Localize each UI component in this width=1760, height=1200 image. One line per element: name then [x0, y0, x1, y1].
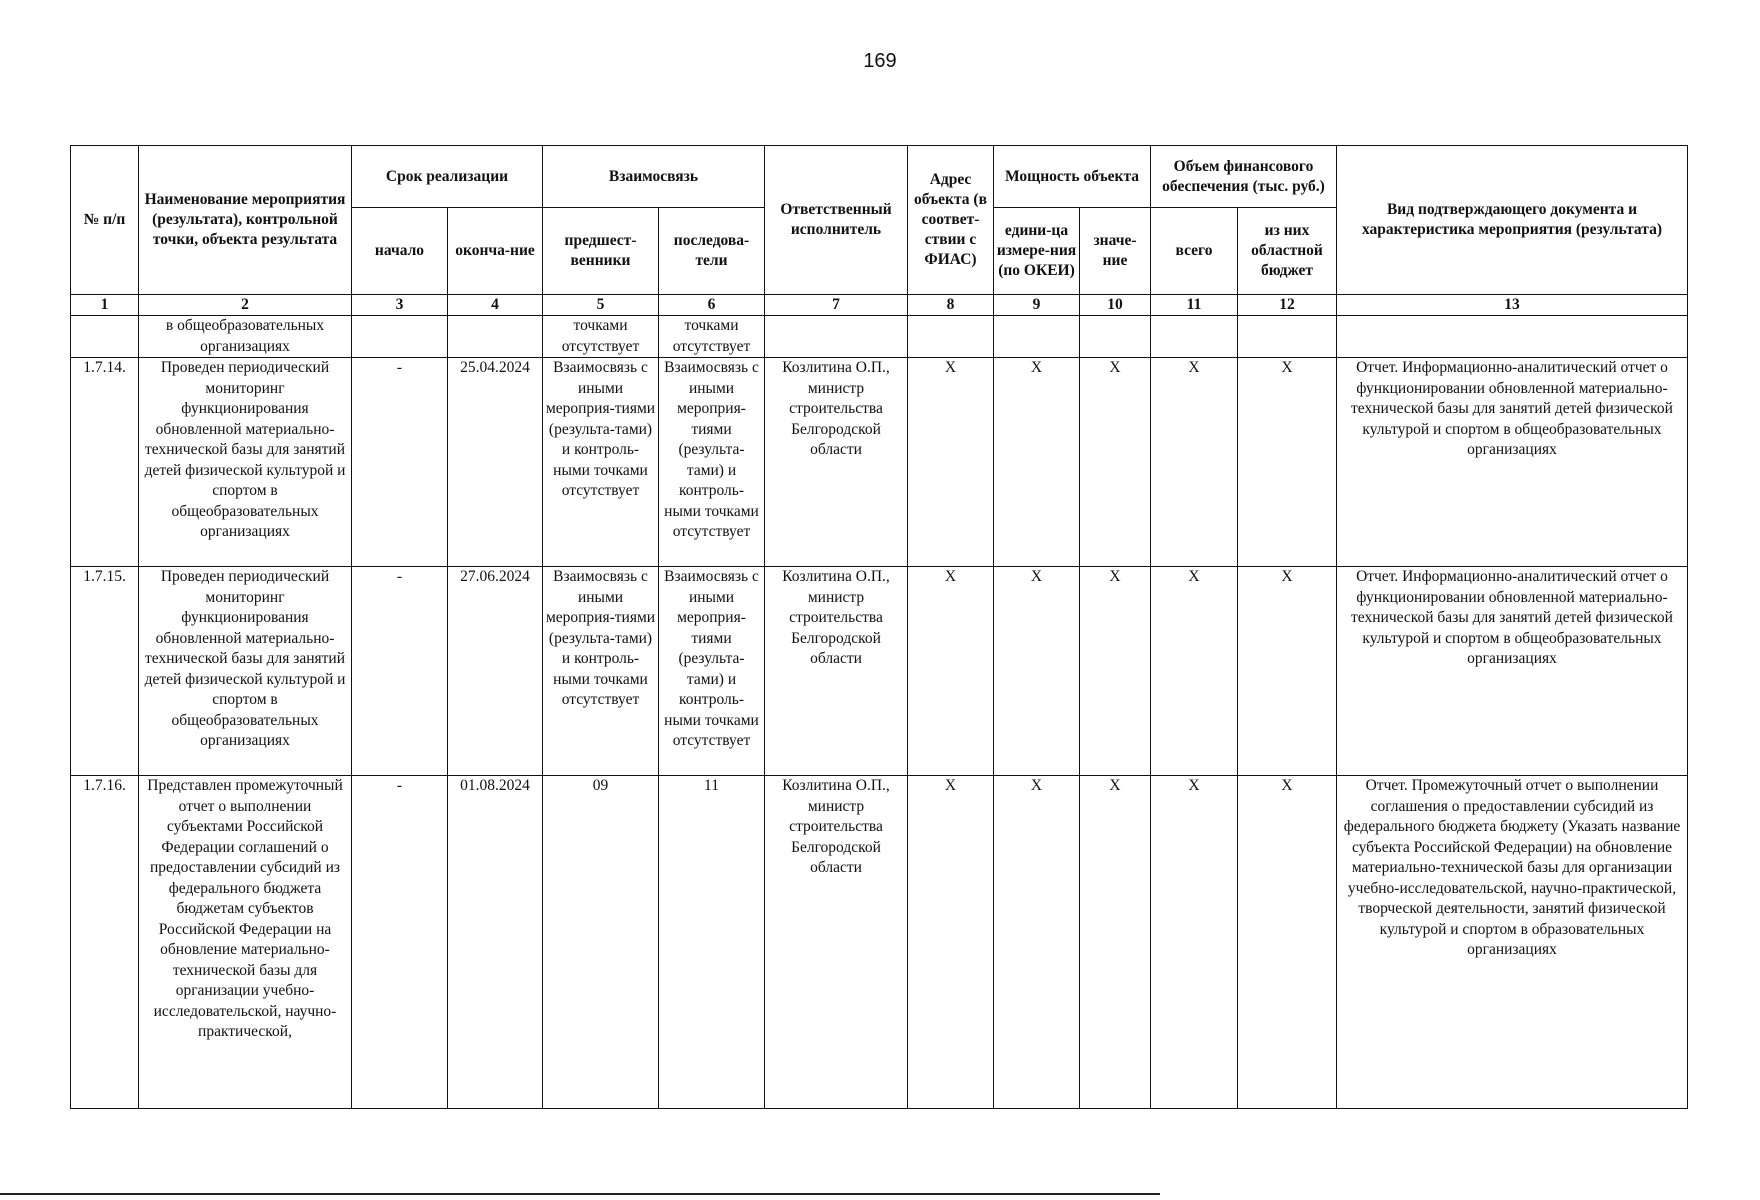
- cell-value: Х: [1080, 776, 1151, 1109]
- cell-num: 1.7.16.: [71, 776, 139, 1109]
- header-num: № п/п: [71, 146, 139, 295]
- header-document: Вид подтверждающего документа и характеристика мероприятия (результата): [1337, 146, 1688, 295]
- table-header: [71, 146, 1688, 295]
- cell-total: Х: [1151, 776, 1238, 1109]
- header-name: Наименование мероприятия (результата), контрольной точки, объекта результата: [139, 146, 352, 295]
- cell-total: Х: [1151, 567, 1238, 776]
- column-number: 1: [71, 295, 139, 316]
- cell-predecessors: Взаимосвязь с иными мероприя-тиями (результа-тами) и контроль-ными точками отсутствует: [543, 358, 659, 567]
- cell-name: Представлен промежуточный отчет о выполнении субъектами Российской Федерации соглашений о предоставлении субсидий из федерального бюджета бюджетам субъектов Российской Федерации на обновление материально- технической базы для организации учебно-исследовательской, научно- практической,: [139, 776, 352, 1109]
- cell-successors: Взаимосвязь с иными мероприя-тиями (результа-тами) и контроль-ными точками отсутствует: [659, 567, 765, 776]
- cell-predecessors: Взаимосвязь с иными мероприя-тиями (результа-тами) и контроль-ными точками отсутствует: [543, 567, 659, 776]
- header-term-group: Срок реализации: [352, 146, 543, 208]
- header-end: оконча-ние: [448, 208, 543, 295]
- header-value: значе-ние: [1080, 208, 1151, 295]
- cell-start: -: [352, 358, 448, 567]
- cell-end: 25.04.2024: [448, 358, 543, 567]
- column-number: 13: [1337, 295, 1688, 316]
- cell-regional: Х: [1238, 567, 1337, 776]
- cell-total: Х: [1151, 358, 1238, 567]
- cell-responsible: Козлитина О.П., министр строительства Белгородской области: [765, 358, 908, 567]
- cell-start: -: [352, 567, 448, 776]
- cell-name: в общеобразовательных организациях: [139, 316, 352, 358]
- cell-end: 01.08.2024: [448, 776, 543, 1109]
- cell-unit: Х: [994, 776, 1080, 1109]
- table-row: [71, 567, 1688, 776]
- cell-end: 27.06.2024: [448, 567, 543, 776]
- column-number: 9: [994, 295, 1080, 316]
- cell-value: Х: [1080, 358, 1151, 567]
- cell-predecessors: 09: [543, 776, 659, 1109]
- continuation-row: [71, 316, 1688, 358]
- header-link-group: Взаимосвязь: [543, 146, 765, 208]
- column-number: 11: [1151, 295, 1238, 316]
- column-number: 7: [765, 295, 908, 316]
- column-number: 6: [659, 295, 765, 316]
- cell-regional: Х: [1238, 358, 1337, 567]
- column-number: 10: [1080, 295, 1151, 316]
- cell-regional: Х: [1238, 776, 1337, 1109]
- column-number: 8: [908, 295, 994, 316]
- cell-address: Х: [908, 776, 994, 1109]
- cell-num: 1.7.15.: [71, 567, 139, 776]
- cell-unit: Х: [994, 567, 1080, 776]
- cell-value: Х: [1080, 567, 1151, 776]
- cell-successors: Взаимосвязь с иными мероприя-тиями (результа-тами) и контроль-ными точками отсутствует: [659, 358, 765, 567]
- page-number: 169: [863, 50, 897, 72]
- column-numbers-row: [71, 295, 1688, 316]
- header-finance-group: Объем финансового обеспечения (тыс. руб.): [1151, 146, 1337, 208]
- cell-name: Проведен периодический мониторинг функционирования обновленной материально-технической базы для занятий детей физической культурой и спортом в общеобразовательных организациях: [139, 567, 352, 776]
- cell-document: Отчет. Информационно-аналитический отчет о функционировании обновленной материально-технической базы для занятий детей физической культурой и спортом в общеобразовательных организациях: [1337, 567, 1688, 776]
- column-number: 12: [1238, 295, 1337, 316]
- cell-predecessors: точками отсутствует: [543, 316, 659, 358]
- cell-responsible: Козлитина О.П., министр строительства Белгородской области: [765, 567, 908, 776]
- cell-document: Отчет. Промежуточный отчет о выполнении соглашения о предоставлении субсидий из федерального бюджета бюджету (Указать название субъекта Российской Федерации) на обновление материально-технической базы для организации учебно-исследовательской, научно-практической, творческой деятельности, занятий физической культурой и спортом в образовательных организациях: [1337, 776, 1688, 1109]
- column-number: 3: [352, 295, 448, 316]
- header-start: начало: [352, 208, 448, 295]
- column-number: 5: [543, 295, 659, 316]
- page-bottom-rule: [0, 1193, 1160, 1195]
- header-total: всего: [1151, 208, 1238, 295]
- cell-successors: точками отсутствует: [659, 316, 765, 358]
- header-regional: из них областной бюджет: [1238, 208, 1337, 295]
- cell-name: Проведен периодический мониторинг функционирования обновленной материально-технической базы для занятий детей физической культурой и спортом в общеобразовательных организациях: [139, 358, 352, 567]
- cell-num: 1.7.14.: [71, 358, 139, 567]
- header-responsible: Ответственный исполнитель: [765, 146, 908, 295]
- cell-start: -: [352, 776, 448, 1109]
- column-number: 4: [448, 295, 543, 316]
- activities-table: [70, 145, 1688, 1109]
- header-successors: последова-тели: [659, 208, 765, 295]
- table-row: [71, 358, 1688, 567]
- table-row: [71, 776, 1688, 1109]
- cell-successors: 11: [659, 776, 765, 1109]
- header-unit: едини-ца измере-ния (по ОКЕИ): [994, 208, 1080, 295]
- column-number: 2: [139, 295, 352, 316]
- header-address: Адрес объекта (в соответ-ствии с ФИАС): [908, 146, 994, 295]
- cell-unit: Х: [994, 358, 1080, 567]
- cell-address: Х: [908, 567, 994, 776]
- header-power-group: Мощность объекта: [994, 146, 1151, 208]
- header-predecessors: предшест-венники: [543, 208, 659, 295]
- cell-document: Отчет. Информационно-аналитический отчет о функционировании обновленной материально-технической базы для занятий детей физической культурой и спортом в общеобразовательных организациях: [1337, 358, 1688, 567]
- cell-responsible: Козлитина О.П., министр строительства Белгородской области: [765, 776, 908, 1109]
- cell-address: Х: [908, 358, 994, 567]
